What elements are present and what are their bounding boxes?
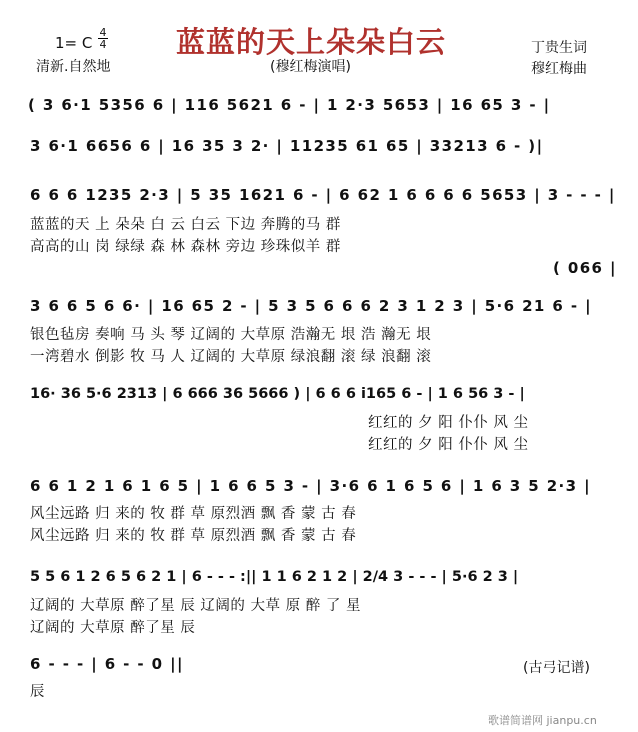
lyrics-row-6b: 风尘远路 归 来的 牧 群 草 原烈酒 飘 香 蒙 古 春 [30, 528, 357, 544]
melody-row-8: 6 - - - | 6 - - 0 || [30, 655, 184, 673]
lyrics-row-5a: 红红的 夕 阳 仆仆 风 尘 [368, 415, 529, 431]
melody-row-1: ( 3 6·1 5356 6 | 116 5621 6 - | 1 2·3 5653 | 16 65 3 - | [28, 96, 551, 114]
composer-credit: 穆红梅曲 [531, 61, 587, 77]
transcriber-credit: (古弓记谱) [523, 660, 590, 676]
melody-row-pickup: ( 066 | [553, 259, 617, 277]
time-signature [98, 27, 108, 50]
melody-row-3: 6 6 6 1235 2·3 | 5 35 1621 6 - | 6 62 1 6 6 6 6 5653 | 3 - - - | [30, 186, 616, 204]
lyrics-row-5b: 红红的 夕 阳 仆仆 风 尘 [368, 437, 529, 453]
time-bottom: 4 [99, 38, 107, 51]
melody-row-6: 6 6 1 2 1 6 1 6 5 | 1 6 6 5 3 - | 3·6 6 1 6 5 6 | 1 6 3 5 2·3 | [30, 477, 591, 495]
watermark-footer: 歌谱简谱网 jianpu.cn [488, 714, 597, 727]
performer-credit: (穆红梅演唱) [270, 59, 351, 75]
lyrics-row-4a: 银色毡房 奏响 马 头 琴 辽阔的 大草原 浩瀚无 垠 浩 瀚无 垠 [30, 327, 432, 343]
lyrics-row-6a: 风尘远路 归 来的 牧 群 草 原烈酒 飘 香 蒙 古 春 [30, 506, 357, 522]
lyrics-row-4b: 一湾碧水 倒影 牧 马 人 辽阔的 大草原 绿浪翻 滚 绿 浪翻 滚 [30, 349, 432, 365]
lyrics-row-3b: 高高的山 岗 绿绿 森 林 森林 旁边 珍珠似羊 群 [30, 239, 341, 255]
melody-row-7: 5 5 6 1 2 6 5 6 2 1 | 6 - - - :|| 1 1 6 2 1 2 | 2/4 3 - - - | 5·6 2 3 | [30, 569, 519, 585]
style-marking: 清新.自然地 [36, 59, 111, 75]
lyrics-row-7a: 辽阔的 大草原 醉了星 辰 辽阔的 大草 原 醉 了 星 [30, 598, 361, 614]
melody-row-2: 3 6·1 6656 6 | 16 35 3 2· | 11235 61 65 | 33213 6 - )| [30, 137, 544, 155]
lyrics-row-3a: 蓝蓝的天 上 朵朵 白 云 白云 下边 奔腾的马 群 [30, 217, 341, 233]
lyrics-row-8a: 辰 [30, 684, 45, 700]
melody-row-5: 16· 36 5·6 2313 | 6 666 36 5666 ) | 6 6 6 i165 6 - | 1 6 56 3 - | [30, 386, 525, 402]
page-title: 蓝蓝的天上朵朵白云 [176, 25, 447, 59]
lyrics-row-7b: 辽阔的 大草原 醉了星 辰 [30, 620, 196, 636]
lyricist-credit: 丁贵生词 [531, 40, 587, 56]
time-top: 4 [99, 26, 107, 39]
key-signature: 1= C [55, 34, 93, 52]
melody-row-4: 3 6 6 5 6 6· | 16 65 2 - | 5 3 5 6 6 6 2 3 1 2 3 | 5·6 21 6 - | [30, 297, 592, 315]
